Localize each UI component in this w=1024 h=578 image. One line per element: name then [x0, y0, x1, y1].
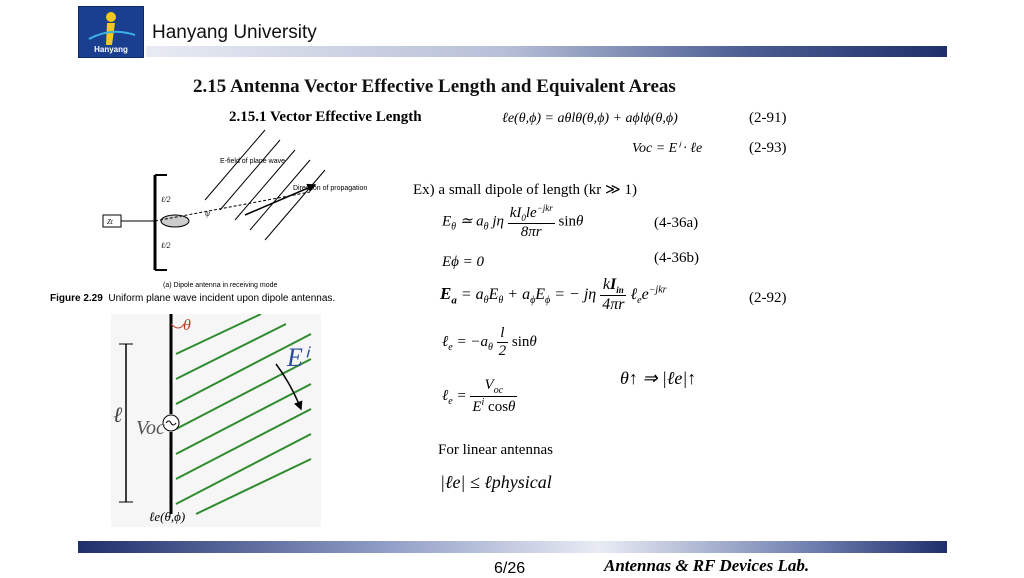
equation-2-93: Voc = Eⁱ · ℓe [632, 141, 703, 156]
zt-label: Zt [107, 218, 113, 226]
equation-number: (4-36b) [654, 250, 699, 266]
l-half-label: ℓ/2 [161, 241, 171, 250]
l-half-label: ℓ/2 [161, 195, 171, 204]
theta-label: θ [183, 317, 191, 334]
efield-label: E-field of plane wave [220, 158, 285, 165]
logo-text: Hanyang [94, 45, 128, 54]
university-name: Hanyang University [152, 22, 317, 43]
theta-relation: θ↑ ⇒ |ℓe|↑ [620, 368, 697, 388]
equation-le-dipole: ℓ$_e$ = $-a_\theta$ $\frac{l}{2}$ sinθ [442, 325, 537, 359]
lab-name: Antennas & RF Devices Lab. [604, 556, 810, 575]
example-text: Ex) a small dipole of length (kr ≫ 1) [413, 182, 637, 198]
figure-caption [50, 293, 335, 304]
ell-label: ℓ [113, 402, 123, 427]
university-logo [78, 6, 144, 58]
slide-title: 2.15 Antenna Vector Effective Length and Equivalent Areas [193, 76, 676, 97]
equation-number: (2-93) [749, 140, 787, 156]
logo-mark-icon [79, 9, 143, 49]
linear-note: For linear antennas [438, 442, 553, 458]
inequality: |ℓe| ≤ ℓphysical [440, 472, 552, 492]
equation-number: (2-91) [749, 110, 787, 126]
dipole-figure [95, 120, 395, 290]
equation-number: (4-36a) [654, 215, 699, 231]
le-label: ℓe(θ,ϕ) [149, 509, 186, 524]
footer-bar [78, 541, 947, 553]
equation-e-phi: Eϕ = 0 [442, 254, 485, 270]
section-subtitle: 2.15.1 Vector Effective Length [229, 109, 422, 125]
caption-label: Figure 2.29 [50, 293, 103, 304]
equation-e-theta: $E_\theta$ ≃ $a_\theta$ jη $\frac{kI_0le^{-jkr}}{8\pi r}$ sinθ [442, 203, 584, 240]
equation-number: (2-92) [749, 290, 787, 306]
page-number: 6/26 [494, 560, 526, 577]
dipole-plane-wave-diagram [111, 314, 321, 527]
ei-label: Eⁱ [287, 343, 308, 372]
direction-label: Direction of propagation [293, 185, 368, 192]
equation-2-92: $E_a = a_\theta E_\theta + a_\phi E_\phi$ = − jη $\frac{kI_{in}}{4\pi r}$ $\ell_ee^{-jkr}$ [440, 276, 667, 314]
voc-label: Voc [136, 417, 165, 439]
equation-le-voc: ℓ$_e$ = $\frac{V_{oc}}{E^i \cos\theta}$ [442, 377, 516, 415]
sub-caption: (a) Dipole antenna in receiving mode [163, 282, 278, 289]
psi-label: ψ [205, 209, 210, 218]
caption-text: Uniform plane wave incident upon dipole antennas. [108, 293, 336, 304]
header-bar [146, 46, 947, 57]
equation-2-91: ℓe(θ,ϕ) = aθlθ(θ,ϕ) + aϕlϕ(θ,ϕ) [502, 111, 678, 126]
